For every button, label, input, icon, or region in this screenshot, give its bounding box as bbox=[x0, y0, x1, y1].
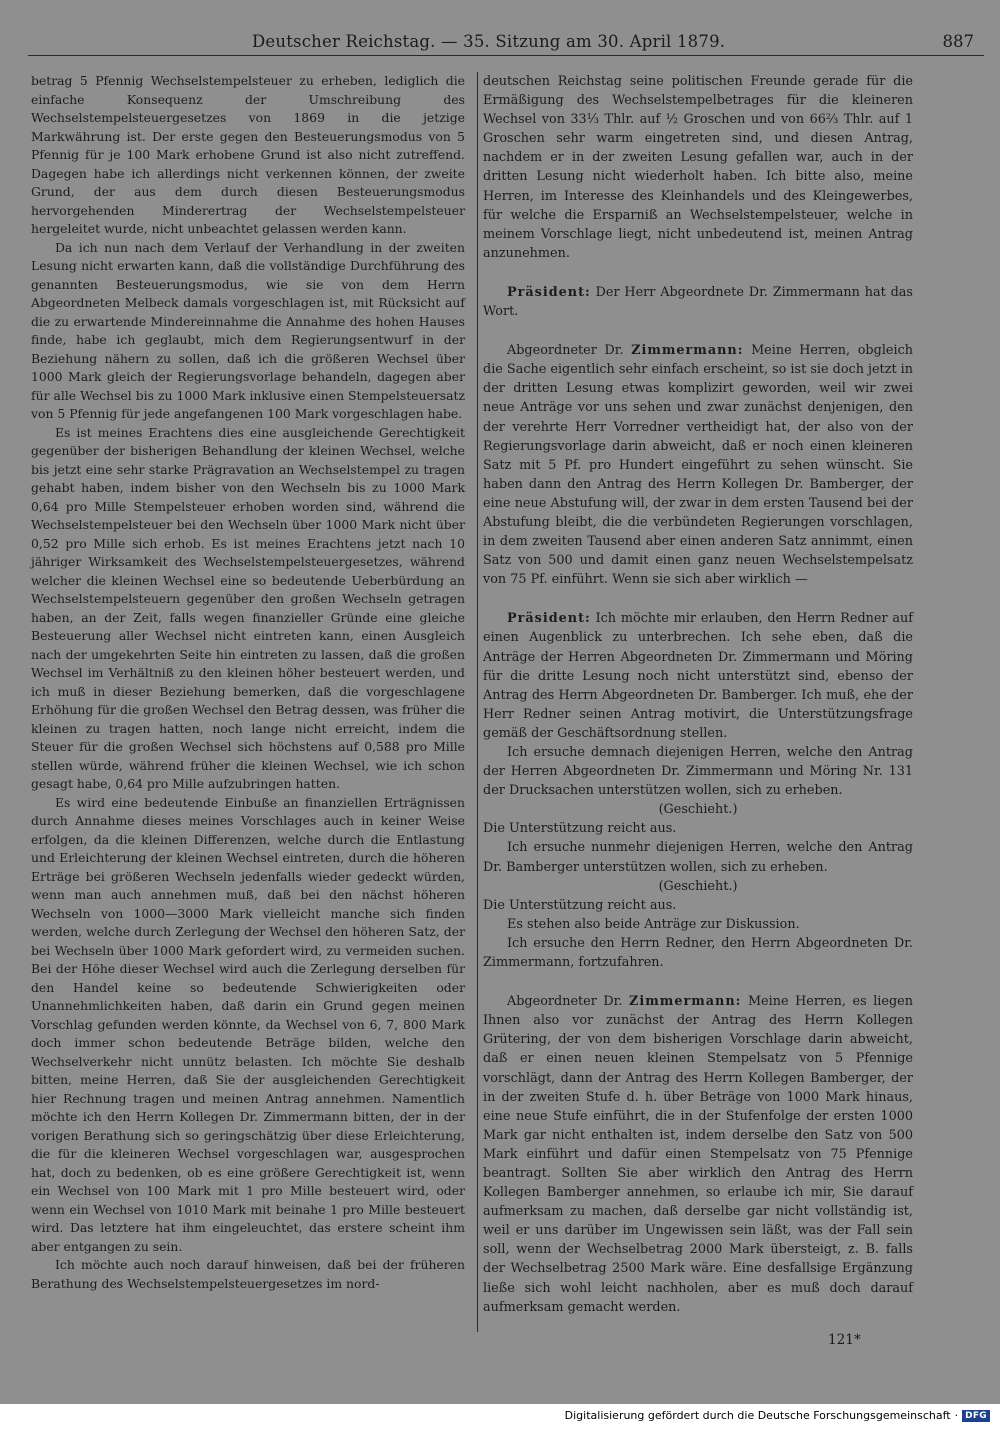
footer-separator: · bbox=[954, 1409, 959, 1422]
footer-text: Digitalisierung gefördert durch die Deutsche Forschungsgemeinschaft bbox=[564, 1409, 951, 1422]
stage-direction: (Geschieht.) bbox=[658, 878, 738, 894]
digitization-footer bbox=[565, 1409, 990, 1422]
paragraph: Ich möchte auch noch darauf hinweisen, daß bei der früheren Berathung des Wechselstempelsteuergesetzes im nord- bbox=[31, 1257, 465, 1291]
speaker-label: Zimmermann: bbox=[629, 994, 742, 1010]
right-text-column bbox=[483, 72, 913, 1317]
speaker-label: Zimmermann: bbox=[631, 343, 744, 359]
statement-text: Der Herr Abgeordnete Dr. Zimmermann hat das Wort. bbox=[483, 284, 913, 320]
paragraph: betrag 5 Pfennig Wechselstempelsteuer zu erheben, lediglich die einfache Konsequenz der Umschreibung des Wechselstempelsteuergesetzes von 1869 in die jetzige Markwährung ist. Der erste gegen den Besteuerungsmodus von 5 Pfennig für je 100 Mark erhobene Grund ist also nicht zutreffend. Dagegen habe ich allerdings nicht verkennen können, der zweite Grund, der aus dem durch diesen Besteuerungsmodus hervorgehenden Minderertrag der Wechselstempelsteuer hergeleitet wurde, nicht unbeachtet gelassen werden kann. bbox=[31, 73, 465, 236]
page-number: 887 bbox=[942, 32, 974, 51]
speaker-title: Abgeordneter Dr. bbox=[507, 343, 632, 359]
paragraph: Ich ersuche nunmehr diejenigen Herren, welche den Antrag Dr. Bamberger unterstützen wollen, sich zu erheben. bbox=[483, 840, 913, 875]
speech bbox=[483, 341, 913, 589]
speaker-label: Präsident: bbox=[507, 611, 591, 627]
speech bbox=[483, 992, 913, 1317]
statement-text: Meine Herren, obgleich die Sache eigentlich sehr einfach erscheint, so ist sie doch jetzt in der dritten Lesung etwas komplizirt geworden, weil wir zwei neue Anträge vor uns sehen und zwar zunächst denjenigen, den der verehrte Herr Vorredner vertheidigt hat, der also von der Regierungsvorlage darin abweicht, daß er noch einen kleineren Satz mit 5 Pf. pro Hundert eingeführt zu sehen wünscht. Sie haben dann den Antrag des Herrn Kollegen Dr. Bamberger, der eine neue Abstufung will, der zwar in dem ersten Tausend bei der Abstufung bleibt, die die verbündeten Regierungen vorschlagen, in dem zweiten Tausend aber einen anderen Satz annimmt, einen Satz von 500 und damit einen ganz neuen Wechselstempelsatz von 75 Pf. einführt. Wenn sie sich aber wirklich — bbox=[483, 343, 913, 588]
paragraph: Da ich nun nach dem Verlauf der Verhandlung in der zweiten Lesung nicht erwarten kann, daß die vollständige Durchführung des genannten Besteuerungsmodus, wie sie von dem Herrn Abgeordneten Melbeck damals vorgeschlagen ist, mit Rücksicht auf die zu erwartende Mindereinnahme die Annahme des hohen Hauses finde, habe ich geglaubt, mich dem Regierungsentwurf in der Beziehung nähern zu sollen, daß ich die größeren Wechsel über 1000 Mark gleich der Regierungsvorlage behandeln, dagegen aber für alle Wechsel bis zu 1000 Mark inklusive einen Stempelsteuersatz von 5 Pfennig für jede angefangenen 100 Mark vorgeschlagen habe. bbox=[31, 239, 465, 421]
paragraph: Es ist meines Erachtens dies eine ausgleichende Gerechtigkeit gegenüber der bisherigen Behandlung der kleinen Wechsel, welche bis jetzt eine sehr starke Prägravation an Wechselstempel zu tragen gehabt haben, indem bisher von den Wechseln bis zu 1000 Mark 0,64 pro Mille Stempelsteuer erhoben worden sind, während die Wechselstempelsteuer bei den Wechseln über 1000 Mark nicht über 0,52 pro Mille sich erhob. Es ist meines Erachtens jetzt nach 10 jähriger Wirksamkeit des Wechselstempelsteuergesetzes, während welcher die kleinen Wechsel eine so bedeutende Ueberbürdung an Wechselstempelsteuern gegenüber den großen Wechseln getragen haben, an der Zeit, falls wegen finanzieller Gründe eine gleiche Besteuerung aller Wechsel nicht eintreten kann, einen Ausgleich nach der umgekehrten Seite hin eintreten zu lassen, daß die großen Wechsel im Verhältniß zu den kleinen höher besteuert werden, und ich muß in dieser Beziehung bemerken, daß die vorgeschlagene Erhöhung für die großen Wechsel den Betrag dessen, was früher die kleinen zu tragen hatten, noch lange nicht erreicht, indem die Steuer für die großen Wechsel sich höchstens auf 0,588 pro Mille stellen würde, während früher die kleinen Wechsel, wie ich schon gesagt habe, 0,64 pro Mille aufzubringen hatten. bbox=[31, 424, 465, 791]
speaker-label: Präsident: bbox=[507, 284, 591, 300]
statement-text: Ich möchte mir erlauben, den Herrn Redner auf einen Augenblick zu unterbrechen. Ich sehe eben, daß die Anträge der Herren Abgeordneten Dr. Zimmermann und Möring für die dritte Lesung noch nicht unterstützt sind, ebenso der Antrag des Herrn Abgeordneten Dr. Bamberger. Ich muß, ehe der Herr Redner seinen Antrag motivirt, die Unterstützungsfrage gemäß der Geschäftsordnung stellen. bbox=[483, 611, 913, 741]
paragraph: Ich ersuche den Herrn Redner, den Herrn Abgeordneten Dr. Zimmermann, fortzufahren. bbox=[483, 935, 913, 971]
paragraph: Ich ersuche demnach diejenigen Herren, welche den Antrag der Herren Abgeordneten Dr. Zimmermann und Möring Nr. 131 der Drucksachen unterstützen wollen, sich zu erheben. bbox=[483, 745, 913, 799]
paragraph: Es stehen also beide Anträge zur Diskussion. bbox=[507, 916, 800, 932]
speaker-title: Abgeordneter Dr. bbox=[507, 994, 630, 1010]
dfg-logo-icon: DFG bbox=[962, 1410, 990, 1422]
stage-direction: (Geschieht.) bbox=[658, 802, 738, 818]
column-divider bbox=[477, 72, 478, 1332]
paragraph: Es wird eine bedeutende Einbuße an finanziellen Erträgnissen durch Annahme dieses meines Vorschlages auch in keiner Weise erfolgen, da die kleinen Differenzen, welche durch die Entlastung und Erleichterung der kleinen Wechsel eintreten, durch die höheren Erträge bei größeren Wechseln jedenfalls wieder gedeckt würden, wenn man auch annehmen muß, daß bei den nächst höheren Wechseln von 1000—3000 Mark vielleicht manche sich finden werden, welche durch Zerlegung der Wechsel den höheren Satz, der bei Wechseln über 1000 Mark gefordert wird, zu vermeiden suchen. Bei der Höhe dieser Wechsel wird auch die Zerlegung derselben für den Handel keine so bedeutende Schwierigkeiten oder Unannehmlichkeiten haben, daß darin ein Grund gegen meinen Vorschlag gefunden werden könnte, da Wechsel von 6, 7, 800 Mark doch immer schon bedeutende Beträge bilden, welche den Wechselverkehr nicht unnütz belasten. Ich möchte Sie deshalb bitten, meine Herren, daß Sie der ausgleichenden Gerechtigkeit hier Rechnung tragen und meinen Antrag annehmen. Namentlich möchte ich den Herrn Kollegen Dr. Zimmermann bitten, der in der vorigen Berathung sich so geringschätzig über diese Erleichterung, die für die kleineren Wechsel vorgeschlagen war, ausgesprochen hat, doch zu bedenken, ob es eine größere Gerechtigkeit ist, wenn ein Wechsel von 100 Mark mit 1 pro Mille besteuert wird, oder wenn ein Wechsel von 1010 Mark mit beinahe 1 pro Mille besteuert wird. Das letztere hat ihm eingeleuchtet, das erstere scheint ihm aber entgangen zu sein. bbox=[31, 794, 465, 1254]
page-header-title: Deutscher Reichstag. — 35. Sitzung am 30. April 1879. bbox=[252, 32, 726, 51]
paragraph: Die Unterstützung reicht aus. bbox=[483, 897, 677, 913]
statement-text: Meine Herren, es liegen Ihnen also vor zunächst der Antrag des Herrn Kollegen Grütering, der von dem bisherigen Vorschlage darin abweicht, daß er einen neuen kleinen Stempelsatz von 5 Pfennige vorschlägt, dann der Antrag des Herrn Kollegen Bamberger, der in der zweiten Stufe d. h. über Beträge von 1000 Mark hinaus, eine neue Stufe einführt, die in der Stufenfolge der ersten 1000 Mark gar nicht enthalten ist, indem derselbe den Satz von 500 Mark einführt und dafür einen Stempelsatz von 75 Pfennige beantragt. Sollten Sie aber wirklich den Antrag des Herrn Kollegen Bamberger annehmen, so erlaube ich mir, Sie darauf aufmerksam zu machen, daß derselbe gar nicht vollständig ist, weil er uns darüber im Ungewissen sein läßt, was der Fall sein soll, wenn der Wechselbetrag 2000 Mark übersteigt, z. B. falls der Wechselbetrag 2500 Mark wäre. Eine desfallsige Ergänzung ließe sich wohl leicht nachholen, aber es muß doch darauf aufmerksam gemacht werden. bbox=[483, 994, 913, 1315]
president-statement bbox=[483, 609, 913, 743]
signature-mark: 121* bbox=[828, 1332, 861, 1348]
paragraph: Die Unterstützung reicht aus. bbox=[483, 821, 677, 837]
left-text-column bbox=[31, 72, 465, 1293]
header-rule bbox=[28, 55, 984, 56]
paragraph: deutschen Reichstag seine politischen Freunde gerade für die Ermäßigung des Wechselstempelbetrages für die kleineren Wechsel von 33⅓ Thlr. auf ½ Groschen und von 66⅔ Thlr. auf 1 Groschen sehr warm eingetreten sind, und diesen Antrag, nachdem er in der zweiten Lesung gefallen war, auch in der dritten Lesung nicht wiederholt haben. Ich bitte also, meine Herren, im Interesse des Kleinhandels und des Kleingewerbes, für welche die Ersparniß an Wechselstempelsteuer, welche in meinem Vorschlage liegt, nicht unbedeutend ist, meinen Antrag anzunehmen. bbox=[483, 74, 913, 261]
president-statement bbox=[483, 283, 913, 321]
